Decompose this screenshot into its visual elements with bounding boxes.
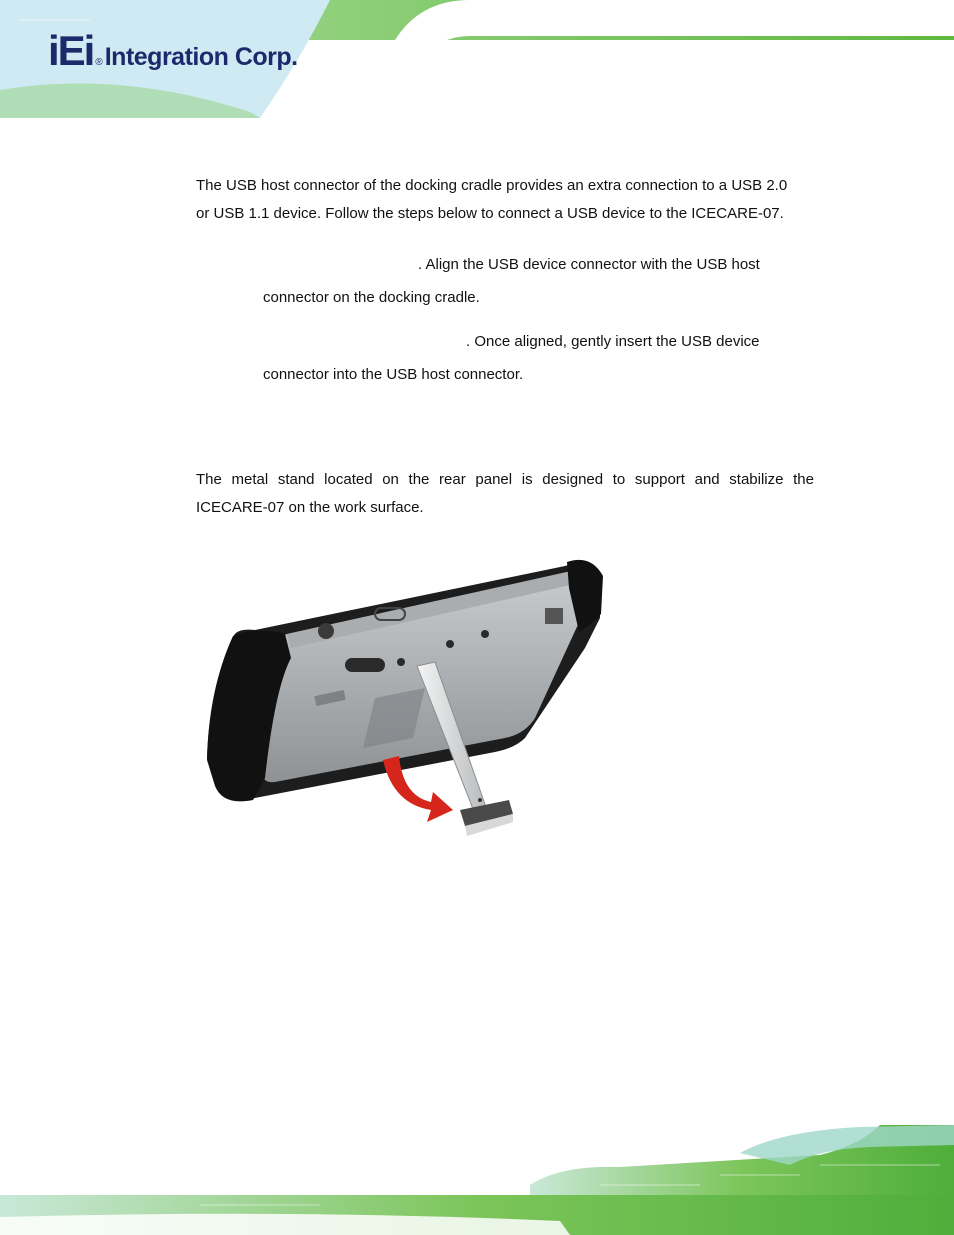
company-logo — [48, 27, 298, 74]
usb-step-1 — [263, 255, 783, 308]
logo-text: Integration Corp. — [104, 43, 298, 71]
usb-intro-paragraph — [196, 172, 814, 228]
usb-step-1-line2: connector on the docking cradle. — [263, 289, 480, 306]
usb-step-2 — [263, 332, 783, 385]
usb-step-2-line2: connector into the USB host connector. — [263, 366, 524, 383]
stand-line1: The metal stand located on the rear panel is designed to support and stabilize the — [196, 471, 814, 488]
stand-line2: ICECARE-07 on the work surface. — [196, 499, 424, 516]
logo-mark: iEi — [48, 27, 94, 74]
usb-step-1-line1: . Align the USB device connector with the USB host — [418, 256, 760, 273]
tablet-stand-illustration — [195, 548, 615, 843]
tablet-body — [207, 560, 603, 802]
stand-paragraph — [196, 466, 814, 522]
logo-registered-mark: ® — [95, 57, 103, 68]
footer-banner — [0, 1125, 954, 1235]
usb-intro-line1: The USB host connector of the docking cradle provides an extra connection to a USB 2.0 — [196, 177, 788, 194]
usb-intro-line2: or USB 1.1 device. Follow the steps below to connect a USB device to the ICECARE-07. — [196, 205, 784, 222]
usb-step-2-line1: . Once aligned, gently insert the USB device — [466, 333, 760, 350]
